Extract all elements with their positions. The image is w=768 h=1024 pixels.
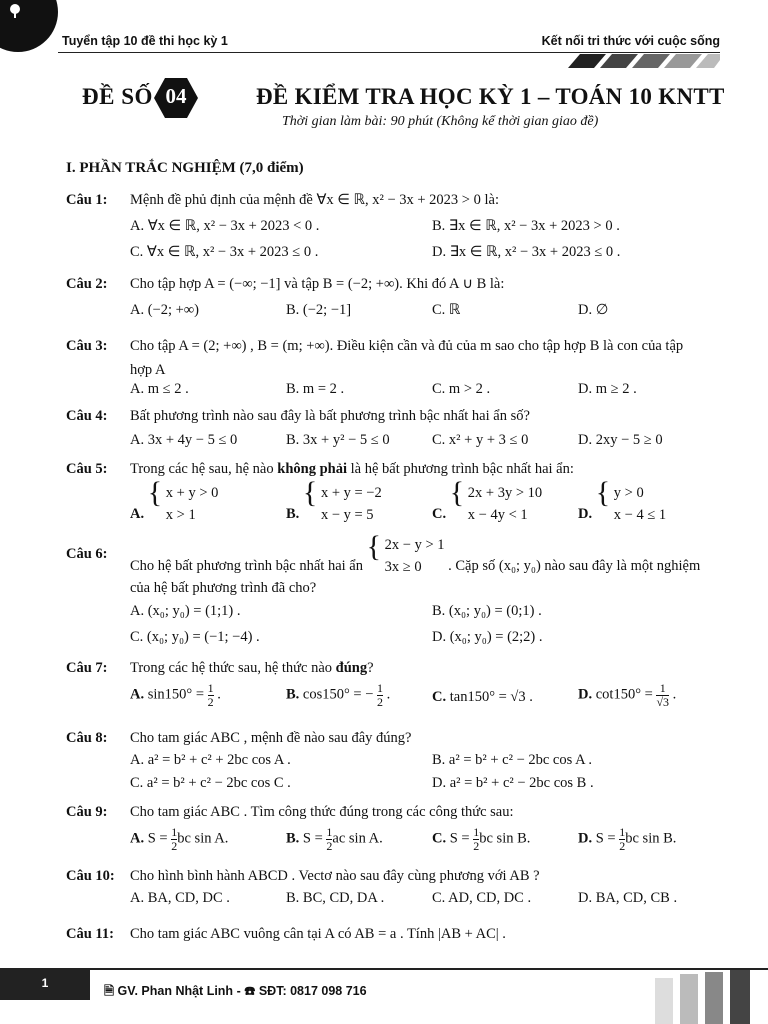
q4-option-c: C. x² + y + 3 ≤ 0	[432, 432, 529, 448]
q5-text-pre: Trong các hệ sau, hệ nào	[130, 461, 278, 477]
section-heading: I. PHẦN TRẮC NGHIỆM (7,0 điểm)	[66, 160, 304, 176]
q4-option-d: D. 2xy − 5 ≥ 0	[578, 432, 663, 448]
system-row-1: 2x − y > 1	[384, 537, 445, 553]
system-rows	[321, 482, 382, 526]
denominator: 2	[326, 838, 333, 853]
question-3-text: Cho tập A = (2; +∞) , B = (m; +∞). Điều kiện cần và đủ của m sao cho tập hợp B là con của tập	[130, 338, 684, 354]
option-tail: bc sin B.	[479, 830, 531, 847]
q6-option-a: A. (x₀; y₀) = (1;1) .	[130, 603, 241, 619]
q8-option-c: C. a² = b² + c² − 2bc cos C .	[130, 775, 291, 791]
question-10-text: Cho hình bình hành ABCD . Vectơ nào sau đây cùng phương với AB ?	[130, 868, 540, 884]
brace: {	[302, 476, 318, 509]
q7-option-b	[286, 682, 390, 708]
option-tail: .	[217, 686, 221, 703]
question-2-text: Cho tập hợp A = (−∞; −1] và tập B = (−2; +∞). Khi đó A ∪ B là:	[130, 276, 505, 292]
system-row-2: x − 4 ≤ 1	[613, 507, 667, 523]
option-label: A.	[130, 686, 145, 703]
option-text: S =	[147, 830, 172, 847]
question-6-text-cont: của hệ bất phương trình đã cho?	[130, 580, 317, 596]
question-1	[66, 192, 108, 209]
option-label: C.	[432, 506, 447, 522]
option-label: B.	[286, 686, 300, 703]
numerator: 1	[619, 825, 626, 839]
question-label: Câu 1:	[66, 192, 108, 208]
q1-option-d: D. ∃x ∈ ℝ, x² − 3x + 2023 ≤ 0 .	[432, 244, 621, 260]
question-11-label: Câu 11:	[66, 926, 114, 942]
option-text: S =	[302, 830, 327, 847]
brace: {	[147, 476, 163, 509]
teacher-name: GV. Phan Nhật Linh	[117, 984, 234, 998]
question-9-label: Câu 9:	[66, 804, 108, 820]
q2-option-b: B. (−2; −1]	[286, 302, 352, 318]
option-label: C.	[432, 830, 447, 847]
question-2-label: Câu 2:	[66, 276, 108, 292]
denominator: 2	[377, 694, 384, 709]
question-11-text: Cho tam giác ABC vuông cân tại A có AB = a . Tính |AB + AC| .	[130, 926, 506, 942]
exam-number: 04	[165, 84, 187, 108]
q7-option-d	[578, 682, 676, 708]
system-rows	[385, 534, 445, 578]
q8-option-d: D. a² = b² + c² − 2bc cos B .	[432, 775, 594, 791]
question-3-label: Câu 3:	[66, 338, 108, 354]
option-text: S =	[449, 830, 474, 847]
q6-text-pre: Cho hệ bất phương trình bậc nhất hai ẩn	[130, 558, 363, 574]
q1-option-b: B. ∃x ∈ ℝ, x² − 3x + 2023 > 0 .	[432, 218, 620, 234]
system-rows	[166, 482, 219, 526]
denominator: 2	[171, 838, 178, 853]
q5-text-post: là hệ bất phương trình bậc nhất hai ẩn:	[346, 461, 574, 477]
question-4-text: Bất phương trình nào sau đây là bất phương trình bậc nhất hai ẩn số?	[130, 408, 530, 424]
question-8-text: Cho tam giác ABC , mệnh đề nào sau đây đúng?	[130, 730, 412, 746]
exam-subtitle: Thời gian làm bài: 90 phút (Không kể thời gian giao đề)	[282, 114, 599, 129]
q2-option-d: D. ∅	[578, 302, 609, 318]
q4-option-b: B. 3x + y² − 5 ≤ 0	[286, 432, 390, 448]
q5-text-bold: không phải	[277, 461, 347, 477]
option-text: sin150° =	[147, 686, 208, 703]
q8-option-b: B. a² = b² + c² − 2bc cos A .	[432, 752, 593, 768]
q5-option-b	[286, 476, 382, 526]
denominator: √3	[656, 694, 670, 709]
option-label: D.	[578, 830, 593, 847]
q1-option-c: C. ∀x ∈ ℝ, x² − 3x + 2023 ≤ 0 .	[130, 244, 319, 260]
system-row-1: y > 0	[613, 485, 644, 501]
question-6-label: Câu 6:	[66, 546, 108, 562]
q7-option-c	[432, 689, 533, 706]
brace: {	[449, 476, 465, 509]
system-row-1: 2x + 3y > 10	[467, 485, 543, 501]
q9-option-a	[130, 826, 228, 852]
system-row-1: x + y > 0	[165, 485, 219, 501]
option-label: D.	[578, 506, 593, 522]
q9-option-c	[432, 826, 530, 852]
q7-option-a	[130, 682, 221, 708]
document-icon: 🗎	[104, 984, 115, 998]
option-tail: .	[386, 686, 391, 703]
de-so-label: ĐỀ SỐ	[82, 84, 153, 109]
q5-option-a	[130, 476, 219, 526]
q8-option-a: A. a² = b² + c² + 2bc cos A .	[130, 752, 291, 768]
system-rows	[468, 482, 542, 526]
brace: {	[366, 530, 382, 563]
numerator: 1	[656, 682, 669, 696]
numerator: 1	[473, 825, 480, 839]
system-row-2: x − y = 5	[320, 507, 374, 523]
system-rows	[614, 482, 666, 526]
q3-option-c: C. m > 2 .	[432, 381, 491, 397]
q2-option-c: C. ℝ	[432, 302, 461, 318]
numerator: 1	[207, 681, 214, 695]
option-tail: bc sin B.	[625, 830, 677, 847]
q9-option-b	[286, 826, 383, 852]
q5-option-d	[578, 476, 667, 526]
separator: -	[236, 984, 245, 998]
header-left: Tuyển tập 10 đề thi học kỳ 1	[62, 34, 228, 48]
tree-icon	[6, 2, 24, 25]
q3-option-b: B. m = 2 .	[286, 381, 345, 397]
q6-option-c: C. (x₀; y₀) = (−1; −4) .	[130, 629, 260, 645]
q10-option-b: B. BC, CD, DA .	[286, 890, 385, 906]
question-9-text: Cho tam giác ABC . Tìm công thức đúng trong các công thức sau:	[130, 804, 514, 820]
q3-option-a: A. m ≤ 2 .	[130, 381, 189, 397]
page-number-text: 1	[41, 976, 49, 990]
system-row-2: x > 1	[165, 507, 196, 523]
option-tail: .	[672, 686, 677, 703]
system-row-2: 3x ≥ 0	[384, 559, 422, 575]
q2-option-a: A. (−2; +∞)	[130, 302, 199, 318]
question-8-label: Câu 8:	[66, 730, 108, 746]
question-1-text: Mệnh đề phủ định của mệnh đề ∀x ∈ ℝ, x² − 3x + 2023 > 0 là:	[130, 192, 499, 208]
phone-number: SĐT: 0817 098 716	[258, 984, 367, 998]
option-label: B.	[286, 830, 300, 847]
system-row-1: x + y = −2	[320, 485, 382, 501]
option-text: S =	[595, 830, 620, 847]
q10-option-d: D. BA, CD, CB .	[578, 890, 678, 906]
question-3-text-cont: hợp A	[130, 362, 166, 378]
question-6-text	[130, 530, 701, 578]
header-divider	[58, 52, 720, 53]
exam-title: ĐỀ KIỂM TRA HỌC KỲ 1 – TOÁN 10 KNTT	[256, 84, 725, 109]
footer-credit	[104, 982, 367, 1003]
question-10-label: Câu 10:	[66, 868, 115, 884]
q6-text-post: . Cặp số (x₀; y₀) nào sau đây là một nghiệm	[448, 558, 701, 574]
system-row-2: x − 4y < 1	[467, 507, 528, 523]
question-5-text	[130, 461, 574, 478]
q6-option-d: D. (x₀; y₀) = (2;2) .	[432, 629, 543, 645]
denominator: 2	[207, 694, 214, 709]
q6-option-b: B. (x₀; y₀) = (0;1) .	[432, 603, 542, 619]
header-stripes	[560, 54, 720, 68]
brace: {	[595, 476, 611, 509]
q9-option-d	[578, 826, 676, 852]
q7-text-post: ?	[367, 660, 374, 676]
question-5-label: Câu 5:	[66, 461, 108, 477]
fraction	[656, 682, 669, 708]
phone-icon: ☎	[244, 984, 256, 998]
option-label: A.	[130, 506, 145, 522]
q5-option-c	[432, 476, 543, 526]
option-label: B.	[286, 506, 300, 522]
question-7-text	[130, 660, 374, 677]
option-label: D.	[578, 686, 593, 703]
option-tail: bc sin A.	[177, 830, 229, 847]
q4-option-a: A. 3x + 4y − 5 ≤ 0	[130, 432, 238, 448]
q10-option-c: C. AD, CD, DC .	[432, 890, 532, 906]
numerator: 1	[171, 825, 178, 839]
question-7-label: Câu 7:	[66, 660, 108, 676]
denominator: 2	[619, 838, 626, 853]
numerator: 1	[377, 681, 384, 695]
q3-option-d: D. m ≥ 2 .	[578, 381, 637, 397]
option-label: C.	[432, 689, 447, 705]
q7-text-bold: đúng	[335, 660, 368, 676]
option-label: A.	[130, 830, 145, 847]
option-text: cos150° = −	[302, 686, 374, 703]
fraction	[208, 682, 214, 708]
header-right: Kết nối tri thức với cuộc sống	[541, 34, 720, 48]
q10-option-a: A. BA, CD, DC .	[130, 890, 230, 906]
fraction	[377, 682, 383, 708]
denominator: 2	[473, 838, 480, 853]
option-tail: ac sin A.	[332, 830, 383, 847]
page-number	[0, 970, 90, 1000]
option-text: cot150° =	[595, 686, 657, 703]
numerator: 1	[326, 825, 333, 839]
q1-option-a: A. ∀x ∈ ℝ, x² − 3x + 2023 < 0 .	[130, 218, 320, 234]
option-text: tan150° = √3 .	[449, 689, 533, 705]
q7-text-pre: Trong các hệ thức sau, hệ thức nào	[130, 660, 336, 676]
question-4-label: Câu 4:	[66, 408, 108, 424]
